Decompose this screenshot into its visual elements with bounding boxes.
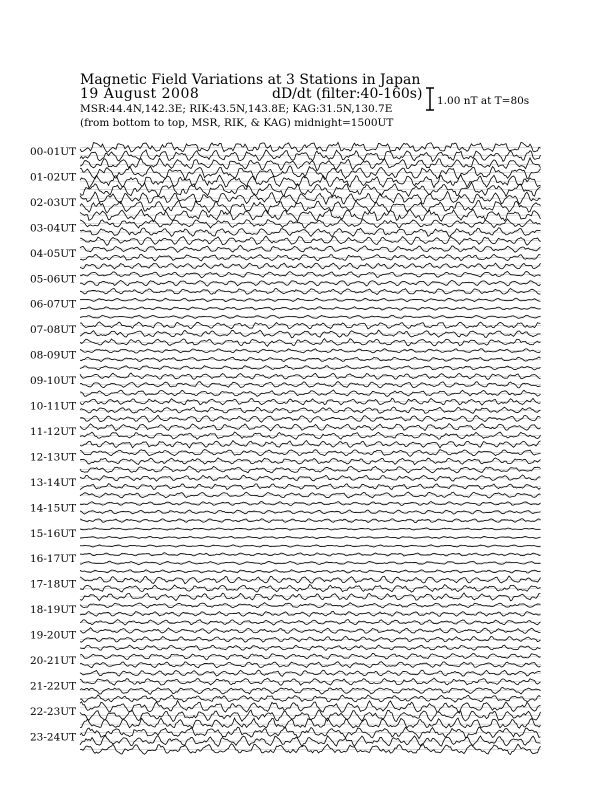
chart-title: Magnetic Field Variations at 3 Stations in Japan xyxy=(80,72,421,88)
hour-label: 18-19UT xyxy=(30,604,77,617)
station-coordinates: MSR:44.4N,142.3E; RIK:43.5N,143.8E; KAG:31.5N,130.7E xyxy=(80,103,393,115)
hour-label: 05-06UT xyxy=(30,273,77,286)
hour-label: 07-08UT xyxy=(30,324,77,337)
trace-rik xyxy=(80,688,541,695)
scale-bar-icon xyxy=(426,88,434,110)
hour-label: 00-01UT xyxy=(30,146,77,158)
hour-label: 08-09UT xyxy=(30,349,77,362)
hour-label: 12-13UT xyxy=(30,451,77,464)
hour-label: 19-20UT xyxy=(30,629,77,642)
trace-kag xyxy=(80,166,541,180)
station-order-note: (from bottom to top, MSR, RIK, & KAG) midnight=1500UT xyxy=(80,117,394,129)
hour-label: 17-18UT xyxy=(30,578,77,591)
hour-label: 01-02UT xyxy=(30,171,77,184)
trace-kag xyxy=(80,191,541,204)
hour-label: 06-07UT xyxy=(30,298,77,311)
hour-label: 20-21UT xyxy=(30,655,77,667)
trace-kag xyxy=(80,727,541,739)
hour-label: 11-12UT xyxy=(30,425,77,438)
hour-label: 03-04UT xyxy=(30,222,77,235)
filter-info: dD/dt (filter:40-160s) xyxy=(272,86,423,102)
chart-date: 19 August 2008 xyxy=(80,86,200,102)
trace-kag xyxy=(80,653,541,659)
hour-label: 10-11UT xyxy=(30,400,77,413)
trace-msr xyxy=(80,744,541,755)
hour-label: 14-15UT xyxy=(30,502,77,515)
hour-label: 23-24UT xyxy=(30,731,77,744)
hour-label: 22-23UT xyxy=(30,705,77,718)
hour-label: 13-14UT xyxy=(30,476,77,489)
hour-label: 21-22UT xyxy=(30,680,77,693)
hour-label: 04-05UT xyxy=(30,247,77,260)
hour-label: 09-10UT xyxy=(30,375,77,388)
trace-msr xyxy=(80,593,541,601)
scale-bar-label: 1.00 nT at T=80s xyxy=(437,95,530,107)
hour-label: 15-16UT xyxy=(30,527,77,540)
trace-msr xyxy=(80,366,541,370)
trace-msr xyxy=(80,718,541,728)
trace-kag xyxy=(80,450,541,457)
hour-label: 02-03UT xyxy=(30,196,77,209)
hour-label: 16-17UT xyxy=(30,553,77,566)
trace-rik xyxy=(80,280,541,286)
trace-msr xyxy=(80,209,541,221)
